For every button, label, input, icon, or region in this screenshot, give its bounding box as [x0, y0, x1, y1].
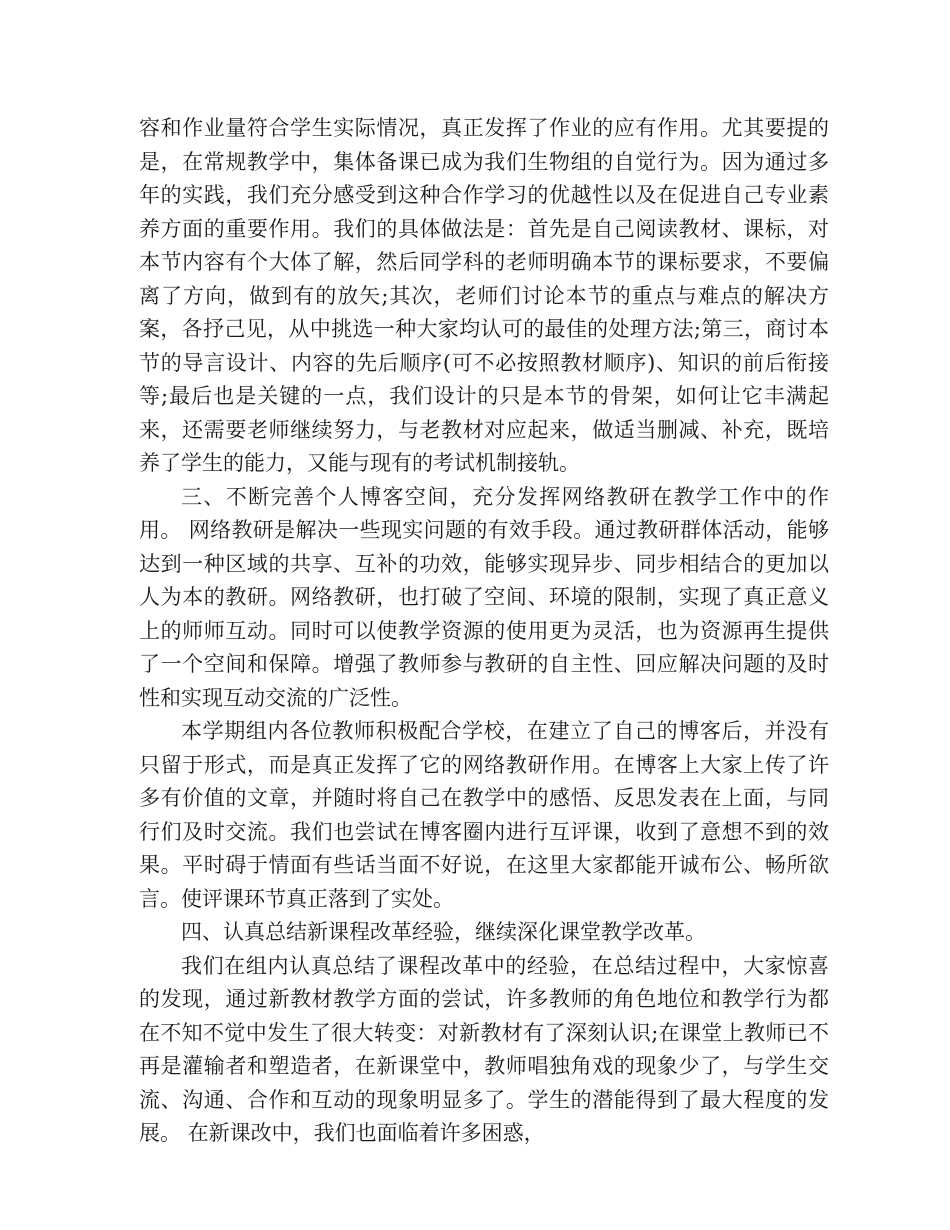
paragraph-3: 本学期组内各位教师积极配合学校，在建立了自己的博客后，并没有只留于形式，而是真正发挥了它的网络教研作用。在博客上大家上传了许多有价值的文章，并随时将自己在教学中的感悟、反思发表在上面，与同行们及时交流。我们也尝试在博客圈内进行互评课，收到了意想不到的效果。平时碍于情面有些话当面不好说，在这里大家都能开诚布公、畅所欲言。使评课环节真正落到了实处。	[139, 719, 829, 911]
paragraph-1: 容和作业量符合学生实际情况，真正发挥了作业的应有作用。尤其要提的是，在常规教学中，集体备课已成为我们生物组的自觉行为。因为通过多年的实践，我们充分感受到这种合作学习的优越性以及在促进自己专业素养方面的重要作用。我们的具体做法是：首先是自己阅读教材、课标，对本节内容有个大体了解，然后同学科的老师明确本节的课标要求，不要偏离了方向，做到有的放矢;其次，老师们讨论本节的重点与难点的解决方案，各抒己见，从中挑选一种大家均认可的最佳的处理方法;第三，商讨本节的导言设计、内容的先后顺序(可不必按照教材顺序)、知识的前后衔接等;最后也是关键的一点，我们设计的只是本节的骨架，如何让它丰满起来，还需要老师继续努力，与老教材对应起来，做适当删减、补充，既培养了学生的能力，又能与现有的考试机制接轨。	[139, 116, 829, 475]
paragraph-4: 四、认真总结新课程改革经验，继续深化课堂教学改革。	[181, 920, 706, 944]
paragraph-2: 三、不断完善个人博客空间，充分发挥网络教研在教学工作中的作用。 网络教研是解决一些现实问题的有效手段。通过教研群体活动，能够达到一种区域的共享、互补的功效，能够实现异步、同步相结合的更加以人为本的教研。网络教研，也打破了空间、环境的限制，实现了真正意义上的师师互动。同时可以使教学资源的使用更为灵活，也为资源再生提供了一个空间和保障。增强了教师参与教研的自主性、回应解决问题的及时性和实现互动交流的广泛性。	[139, 484, 829, 710]
document-body	[139, 112, 829, 1151]
paragraph-5: 我们在组内认真总结了课程改革中的经验，在总结过程中，大家惊喜的发现，通过新教材教学方面的尝试，许多教师的角色地位和教学行为都在不知不觉中发生了很大转变：对新教材有了深刻认识;在课堂上教师已不再是灌输者和塑造者，在新课堂中，教师唱独角戏的现象少了，与学生交流、沟通、合作和互动的现象明显多了。学生的潜能得到了最大程度的发展。 在新课改中，我们也面临着许多困惑，	[139, 953, 829, 1145]
